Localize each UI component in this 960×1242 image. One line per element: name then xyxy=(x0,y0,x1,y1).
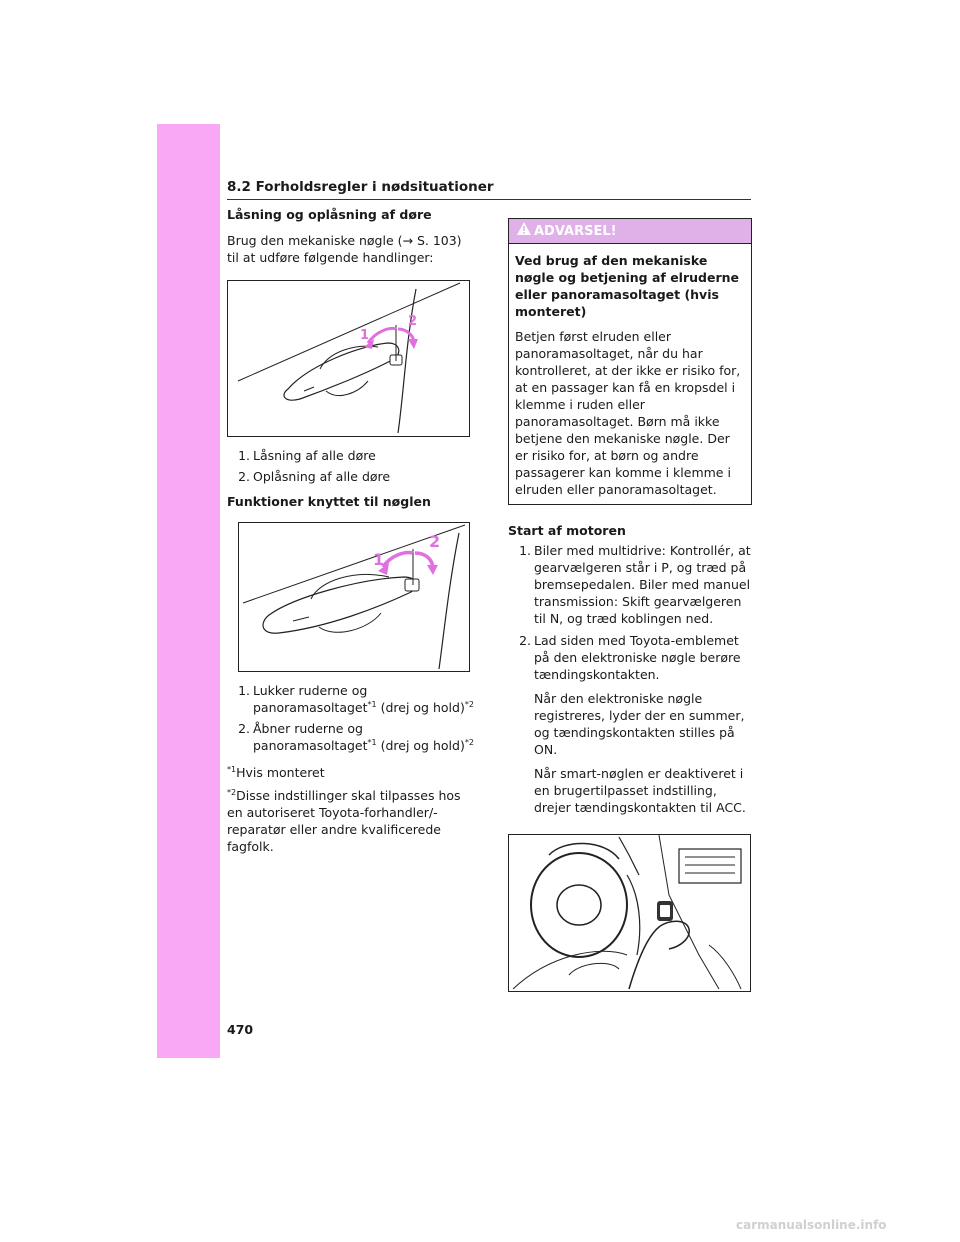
list-item: 2. Åbner ruderne og panoramasoltaget$^{*1}$ (drej og hold)$^{*2}$ xyxy=(238,721,474,753)
fig2-label-2: 2 xyxy=(429,532,441,551)
intro-text: Brug den mekaniske nøgle (→ S. 103) til at udføre følgende handlinger: xyxy=(227,233,462,265)
door-handle-figure-2 xyxy=(238,522,470,672)
warning-title: Ved brug af den mekaniske nøgle og betjening af elruderne eller panoramasoltaget (hvis monteret) xyxy=(515,253,739,319)
warning-box xyxy=(508,218,752,505)
right-column xyxy=(508,218,752,992)
warning-body xyxy=(509,244,751,504)
footnote-1: $^{*1}$Hvis monteret xyxy=(227,764,325,780)
fig2-label-1: 1 xyxy=(373,550,385,569)
lock-items-list xyxy=(227,447,477,485)
list-item: 1. Lukker ruderne og panoramasoltaget$^{*1}$ (drej og hold)$^{*2}$ xyxy=(238,683,474,715)
list-item: 1. Låsning af alle døre xyxy=(238,448,376,463)
warning-triangle-icon xyxy=(517,222,531,240)
heading-functions: Funktioner knyttet til nøglen xyxy=(227,494,431,509)
warning-label: ADVARSEL! xyxy=(534,223,617,239)
warning-header xyxy=(509,219,751,244)
left-column xyxy=(227,206,477,855)
warning-text: Betjen først elruden eller panoramasoltaget, når du har kontrolleret, at der ikke er risiko for, at en passager kan få en kropsdel i klemme i ruden eller panoramasoltaget. Børn må ikke betjene den mekaniske nøgle. Der er risiko for, at børn og andre passagerer kan komme i klemme i elruden eller panoramasoltaget. xyxy=(515,329,741,497)
header-divider xyxy=(227,199,751,200)
footnote-2: $^{*2}$Disse indstillinger skal tilpasses hos en autoriseret Toyota-forhandler/-reparatør eller andre kvalificerede fagfolk. xyxy=(227,787,461,854)
list-item: 1. Biler med multidrive: Kontrollér, at gearvælgeren står i P, og træd på bremsepedalen. Biler med manuel transmission: Skift gearvælgeren til N, og træd koblingen ned. xyxy=(519,543,751,626)
heading-locks: Låsning og oplåsning af døre xyxy=(227,207,432,222)
ignition-figure xyxy=(508,834,751,992)
function-items-list xyxy=(227,682,477,754)
fig1-label-1: 1 xyxy=(360,328,370,343)
page-number: 470 xyxy=(227,1022,254,1037)
section-header: 8.2 Forholdsregler i nødsituationer xyxy=(227,179,494,195)
list-item: 2. Oplåsning af alle døre xyxy=(238,469,391,484)
list-item: 2. Lad siden med Toyota-emblemet på den elektroniske nøgle berøre tændingskontakten. Når den elektroniske nøgle registreres, lyder der en summer, og tændingskontakten stilles på ON. Når smart-nøglen er deaktiveret i en brugertilpasset indstilling, drejer tændingskontakten til ACC. xyxy=(519,633,746,815)
door-handle-figure-1 xyxy=(227,280,470,437)
chapter-color-band xyxy=(157,124,220,1058)
heading-start-engine: Start af motoren xyxy=(508,523,626,538)
watermark: carmanualsonline.info xyxy=(736,1218,887,1232)
fig1-label-2: 2 xyxy=(408,314,418,329)
